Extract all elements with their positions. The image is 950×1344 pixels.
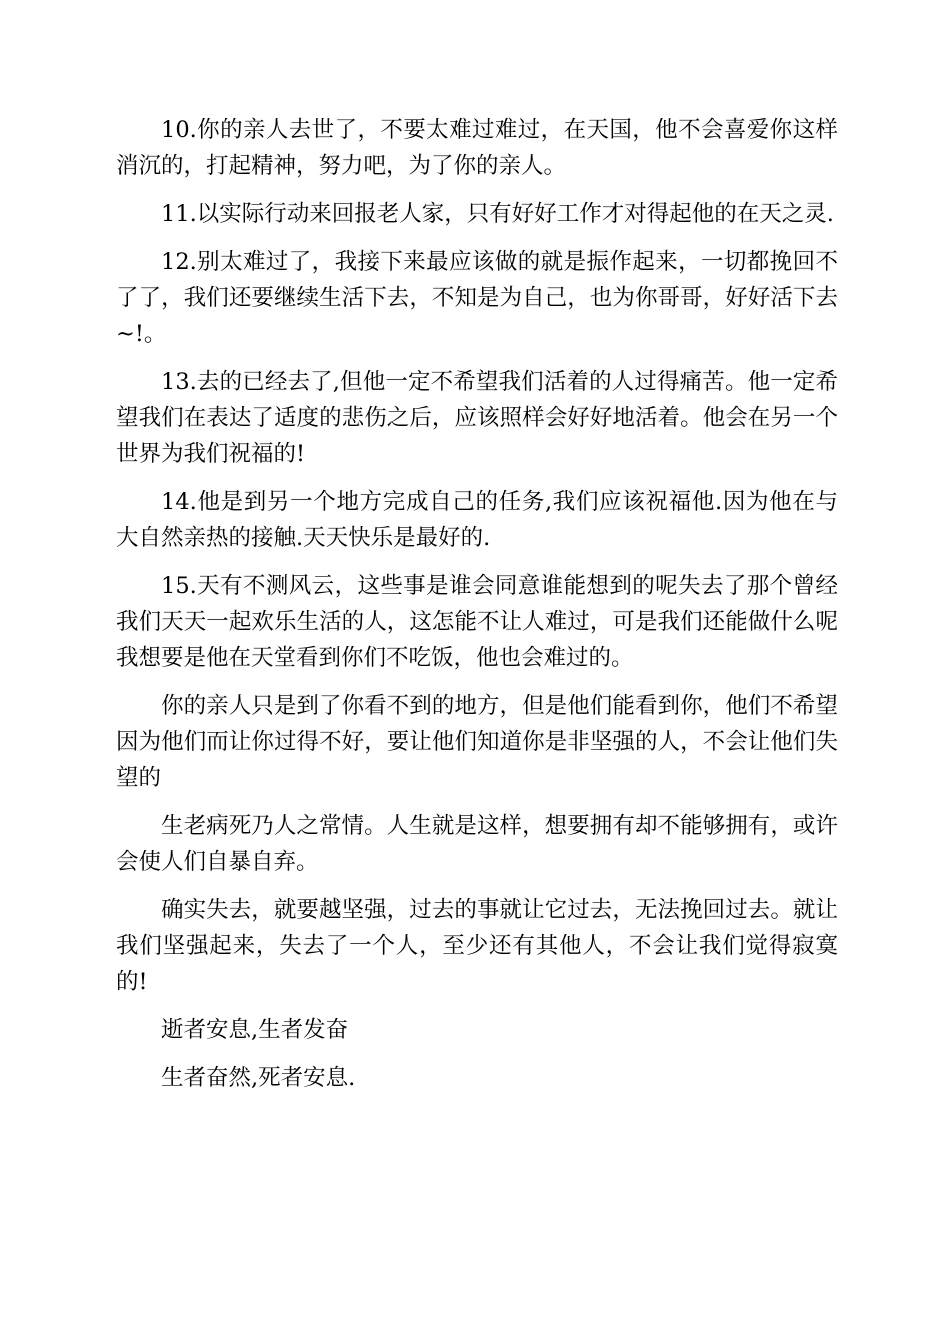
paragraph-life-and-death: 生老病死乃人之常情。人生就是这样，想要拥有却不能够拥有，或许会使人们自暴自弃。	[116, 813, 838, 875]
paragraph-11: 11.以实际行动来回报老人家，只有好好工作才对得起他的在天之灵.	[161, 201, 834, 227]
paragraph-comfort: 你的亲人只是到了你看不到的地方，但是他们能看到你，他们不希望因为他们而让你过得不好，要让他们知道你是非坚强的人，不会让他们失望的	[116, 693, 838, 791]
paragraph-13: 13.去的已经去了,但他一定不希望我们活着的人过得痛苦。他一定希望我们在表达了适度的悲伤之后，应该照样会好好地活着。他会在另一个世界为我们祝福的!	[116, 369, 838, 467]
document-body	[116, 112, 838, 1108]
paragraph-15: 15.天有不测风云，这些事是谁会同意谁能想到的呢失去了那个曾经我们天天一起欢乐生活的人，这怎能不让人难过，可是我们还能做什么呢我想要是他在天堂看到你们不吃饭，他也会难过的。	[116, 573, 838, 671]
paragraph-motto-1: 逝者安息,生者发奋	[161, 1017, 349, 1043]
paragraph-14: 14.他是到另一个地方完成自己的任务,我们应该祝福他.因为他在与大自然亲热的接触.天天快乐是最好的.	[116, 489, 838, 551]
paragraph-be-strong: 确实失去，就要越坚强，过去的事就让它过去，无法挽回过去。就让我们坚强起来，失去了一个人，至少还有其他人，不会让我们觉得寂寞的!	[116, 897, 838, 995]
paragraph-12: 12.别太难过了，我接下来最应该做的就是振作起来，一切都挽回不了了，我们还要继续生活下去，不知是为自己，也为你哥哥，好好活下去~!。	[116, 249, 838, 347]
paragraph-10: 10.你的亲人去世了，不要太难过难过，在天国，他不会喜爱你这样消沉的，打起精神，努力吧，为了你的亲人。	[116, 117, 838, 179]
paragraph-motto-2: 生者奋然,死者安息.	[161, 1065, 356, 1091]
